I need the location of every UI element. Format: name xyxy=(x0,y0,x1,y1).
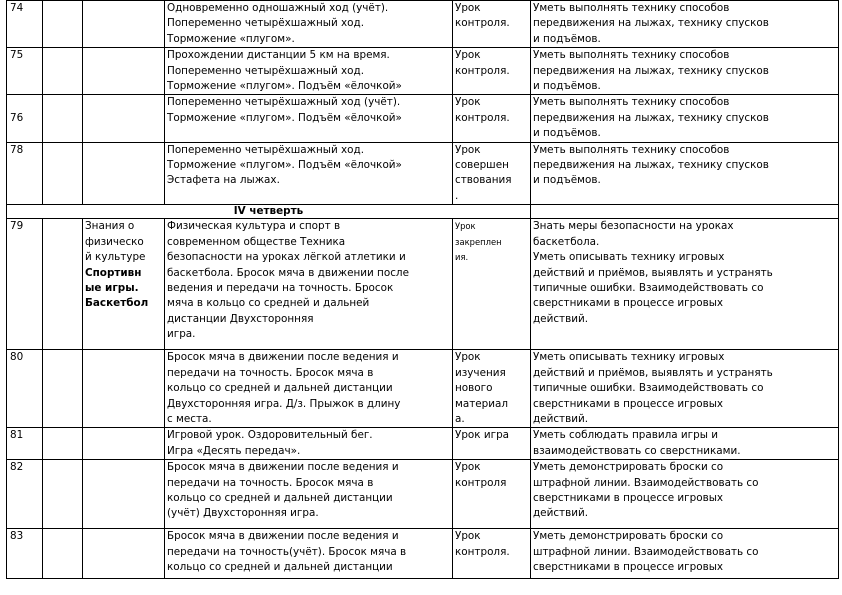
section-cell xyxy=(83,460,165,529)
lesson-type: Урок контроля. xyxy=(453,48,531,95)
row-number: 82 xyxy=(7,460,43,529)
lesson-type: Урок изучения нового материал а. xyxy=(453,350,531,428)
lesson-skills: Уметь выполнять технику способов передвижения на лыжах, технику спусков и подъёмов. xyxy=(531,142,839,205)
lesson-skills: Уметь демонстрировать броски со штрафной линии. Взаимодействовать со сверстниками в процессе игровых действий. xyxy=(531,460,839,529)
section-cell xyxy=(83,1,165,48)
lesson-skills: Уметь выполнять технику способов передвижения на лыжах, технику спусков и подъёмов. xyxy=(531,1,839,48)
lesson-type: Урок закреплен ия. xyxy=(453,219,531,350)
row-number: 83 xyxy=(7,529,43,579)
quarter-heading: IV четверть xyxy=(7,205,531,219)
lesson-topic: Бросок мяча в движении после ведения и передачи на точность. Бросок мяча в кольцо со средней и дальней дистанции (учёт) Двухсторонняя игра. xyxy=(165,460,453,529)
section-knowledge: Знания о физическо й культуре xyxy=(85,220,146,264)
lesson-type: Урок контроля xyxy=(453,460,531,529)
date-cell xyxy=(43,460,83,529)
lesson-topic: Игровой урок. Оздоровительный бег. Игра «Десять передач». xyxy=(165,428,453,460)
section-cell xyxy=(83,95,165,142)
lesson-topic: Прохождении дистанции 5 км на время. Попеременно четырёхшажный ход. Торможение «плугом». Подъём «ёлочкой» xyxy=(165,48,453,95)
lesson-topic: Попеременно четырёхшажный ход. Торможение «плугом». Подъём «ёлочкой» Эстафета на лыжах. xyxy=(165,142,453,205)
section-cell xyxy=(83,219,165,350)
lesson-skills: Знать меры безопасности на уроках баскетбола. Уметь описывать технику игровых действий и приёмов, выявлять и устранять типичные ошибки. Взаимодействовать со сверстниками в процессе игровых действий. xyxy=(531,219,839,350)
section-cell xyxy=(83,142,165,205)
lesson-skills: Уметь выполнять технику способов передвижения на лыжах, технику спусков и подъёмов. xyxy=(531,48,839,95)
lesson-topic: Бросок мяча в движении после ведения и передачи на точность(учёт). Бросок мяча в кольцо со средней и дальней дистанции xyxy=(165,529,453,579)
lesson-plan-table xyxy=(6,0,838,579)
table-row xyxy=(7,1,839,48)
section-cell xyxy=(83,350,165,428)
lesson-skills: Уметь соблюдать правила игры и взаимодействовать со сверстниками. xyxy=(531,428,839,460)
lesson-type: Урок совершен ствования . xyxy=(453,142,531,205)
date-cell xyxy=(43,219,83,350)
row-number: 76 xyxy=(7,95,43,142)
date-cell xyxy=(43,529,83,579)
section-cell xyxy=(83,529,165,579)
table-row xyxy=(7,428,839,460)
lesson-type: Урок контроля. xyxy=(453,95,531,142)
row-number: 81 xyxy=(7,428,43,460)
lesson-topic: Одновременно одношажный ход (учёт). Попеременно четырёхшажный ход. Торможение «плугом». xyxy=(165,1,453,48)
section-sport-games: Спортивн ые игры. Баскетбол xyxy=(85,266,149,310)
table-row xyxy=(7,460,839,529)
empty-cell xyxy=(531,205,839,219)
lesson-topic: Бросок мяча в движении после ведения и передачи на точность. Бросок мяча в кольцо со средней и дальней дистанции Двухсторонняя игра. Д/з. Прыжок в длину с места. xyxy=(165,350,453,428)
row-number: 75 xyxy=(7,48,43,95)
date-cell xyxy=(43,48,83,95)
lesson-skills: Уметь демонстрировать броски со штрафной линии. Взаимодействовать со сверстниками в процессе игровых xyxy=(531,529,839,579)
date-cell xyxy=(43,428,83,460)
lesson-skills: Уметь описывать технику игровых действий и приёмов, выявлять и устранять типичные ошибки. Взаимодействовать со сверстниками в процессе игровых действий. xyxy=(531,350,839,428)
date-cell xyxy=(43,350,83,428)
row-number: 80 xyxy=(7,350,43,428)
table-row xyxy=(7,350,839,428)
date-cell xyxy=(43,1,83,48)
table-row xyxy=(7,95,839,142)
lesson-topic: Физическая культура и спорт в современном обществе Техника безопасности на уроках лёгкой атлетики и баскетбола. Бросок мяча в движении после ведения и передачи на точность. Бросок мяча в кольцо со средней и дальней дистанции Двухсторонняя игра. xyxy=(165,219,453,350)
lesson-type: Урок контроля. xyxy=(453,529,531,579)
section-cell xyxy=(83,428,165,460)
lesson-type: Урок контроля. xyxy=(453,1,531,48)
section-cell xyxy=(83,48,165,95)
lesson-type: Урок игра xyxy=(453,428,531,460)
lesson-skills: Уметь выполнять технику способов передвижения на лыжах, технику спусков и подъёмов. xyxy=(531,95,839,142)
quarter-header-row xyxy=(7,205,839,219)
row-number: 78 xyxy=(7,142,43,205)
row-number: 79 xyxy=(7,219,43,350)
table-row xyxy=(7,219,839,350)
date-cell xyxy=(43,142,83,205)
row-number: 74 xyxy=(7,1,43,48)
date-cell xyxy=(43,95,83,142)
table-row xyxy=(7,142,839,205)
table-row xyxy=(7,48,839,95)
lesson-topic: Попеременно четырёхшажный ход (учёт). Торможение «плугом». Подъём «ёлочкой» xyxy=(165,95,453,142)
table-row xyxy=(7,529,839,579)
